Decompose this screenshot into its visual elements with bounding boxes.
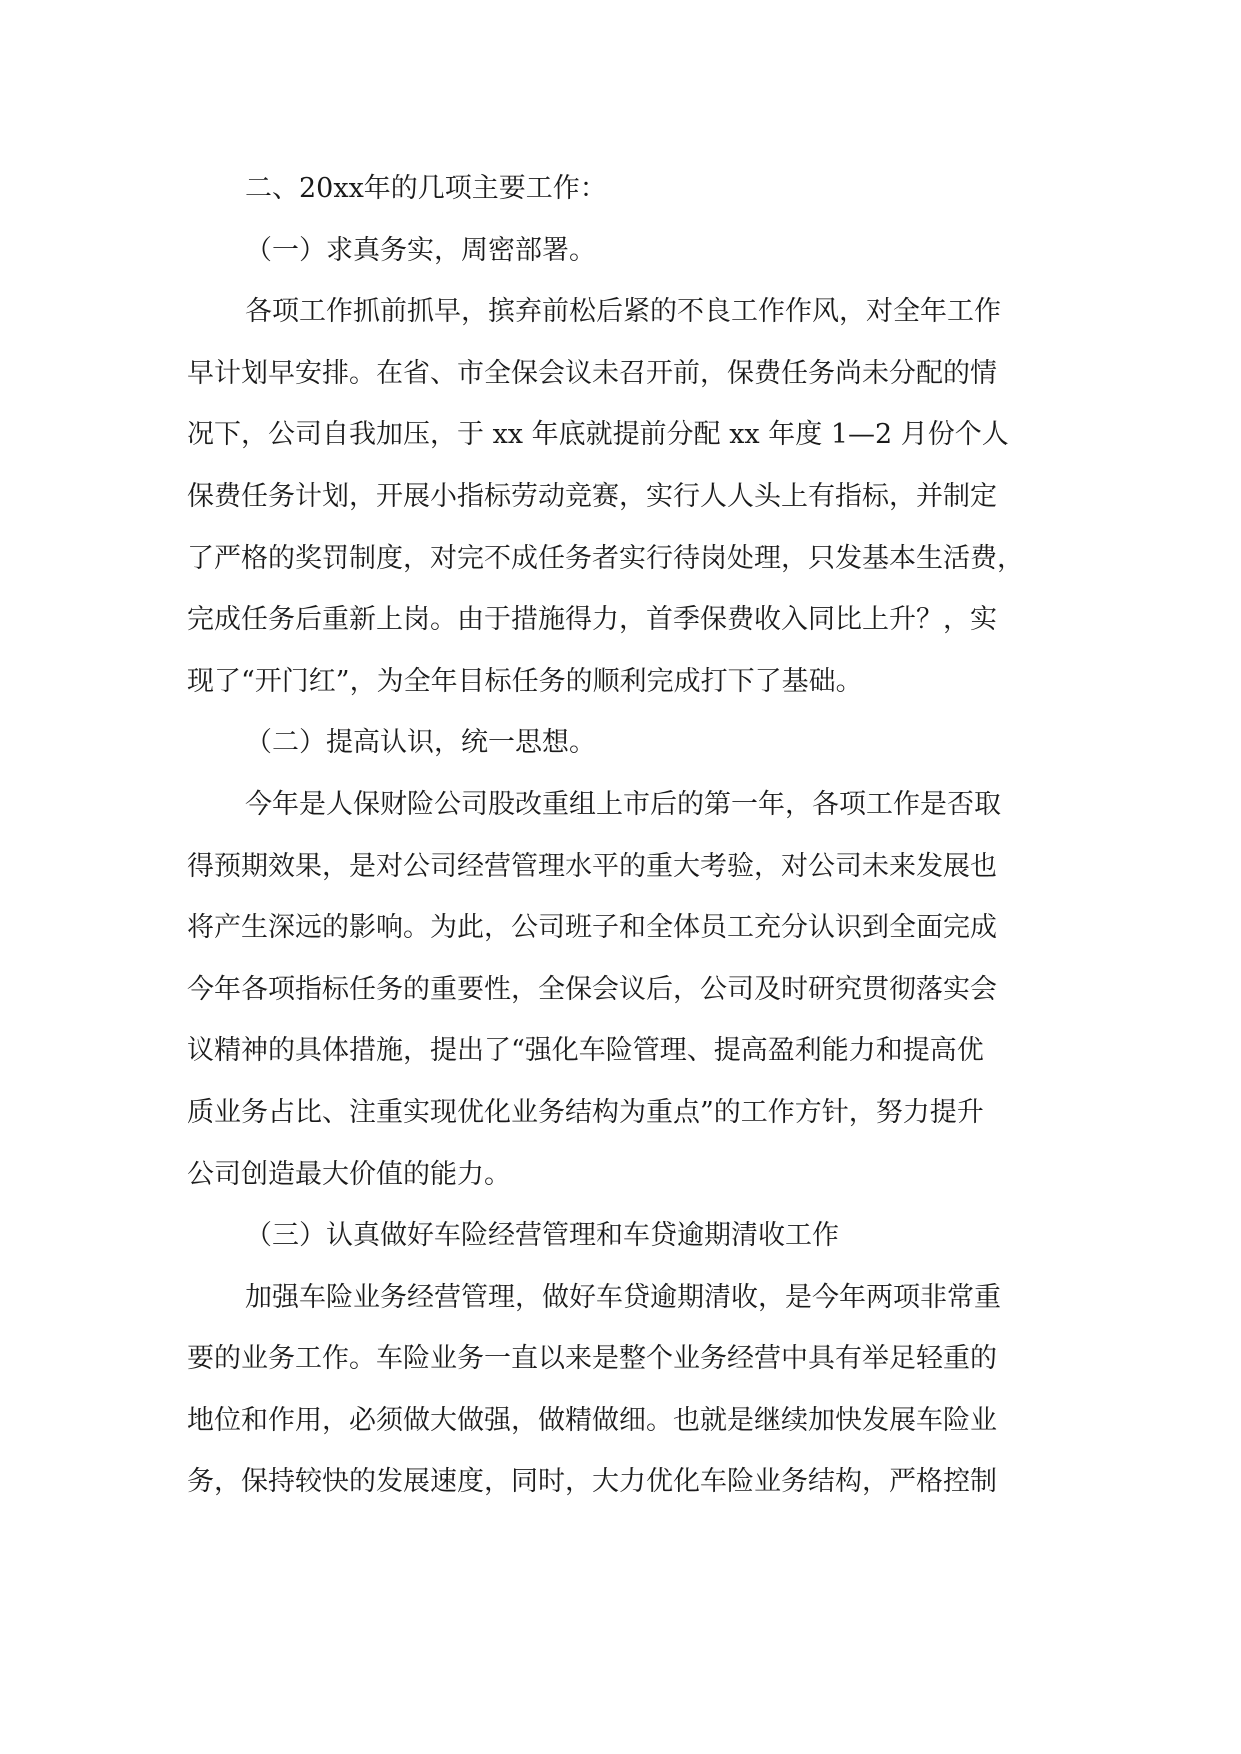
paragraph-line: 议精神的具体措施，提出了“强化车险管理、提高盈利能力和提高优 (187, 1035, 984, 1067)
subsection-heading-2: （二）提高认识，统一思想。 (245, 727, 596, 759)
subsection-heading-3: （三）认真做好车险经营管理和车贷逾期清收工作 (245, 1220, 839, 1252)
paragraph-line: 各项工作抓前抓早，摈弃前松后紧的不良工作作风，对全年工作 (245, 296, 1001, 328)
paragraph-line: 加强车险业务经营管理，做好车贷逾期清收，是今年两项非常重 (245, 1281, 1001, 1313)
section-heading: 二、20xx年的几项主要工作： (245, 173, 607, 204)
paragraph-line: 务，保持较快的发展速度，同时，大力优化车险业务结构，严格控制 (187, 1466, 997, 1498)
paragraph-line: 得预期效果，是对公司经营管理水平的重大考验，对公司未来发展也 (187, 850, 997, 882)
paragraph-line: 完成任务后重新上岗。由于措施得力，首季保费收入同比上升？，实 (187, 604, 997, 636)
paragraph-line: 质业务占比、注重实现优化业务结构为重点”的工作方针，努力提升 (187, 1096, 984, 1128)
paragraph-line: 今年是人保财险公司股改重组上市后的第一年，各项工作是否取 (245, 788, 1001, 820)
paragraph-line: 地位和作用，必须做大做强，做精做细。也就是继续加快发展车险业 (187, 1404, 997, 1436)
paragraph-line: 况下，公司自我加压，于 xx 年底就提前分配 xx 年度 1—2 月份个人 (187, 419, 1009, 451)
document-page (187, 158, 1055, 1513)
subsection-heading-1: （一）求真务实，周密部署。 (245, 234, 596, 266)
paragraph-line: 要的业务工作。车险业务一直以来是整个业务经营中具有举足轻重的 (187, 1343, 997, 1375)
paragraph-line: 了严格的奖罚制度，对完不成任务者实行待岗处理，只发基本生活费， (187, 542, 1024, 574)
paragraph-line: 现了“开门红”，为全年目标任务的顺利完成打下了基础。 (187, 665, 863, 697)
paragraph-line: 将产生深远的影响。为此，公司班子和全体员工充分认识到全面完成 (187, 912, 997, 944)
paragraph-line: 今年各项指标任务的重要性，全保会议后，公司及时研究贯彻落实会 (187, 973, 997, 1005)
paragraph-line: 保费任务计划，开展小指标劳动竞赛，实行人人头上有指标，并制定 (187, 480, 997, 512)
paragraph-line: 公司创造最大价值的能力。 (187, 1158, 511, 1190)
paragraph-line: 早计划早安排。在省、市全保会议未召开前，保费任务尚未分配的情 (187, 357, 997, 389)
